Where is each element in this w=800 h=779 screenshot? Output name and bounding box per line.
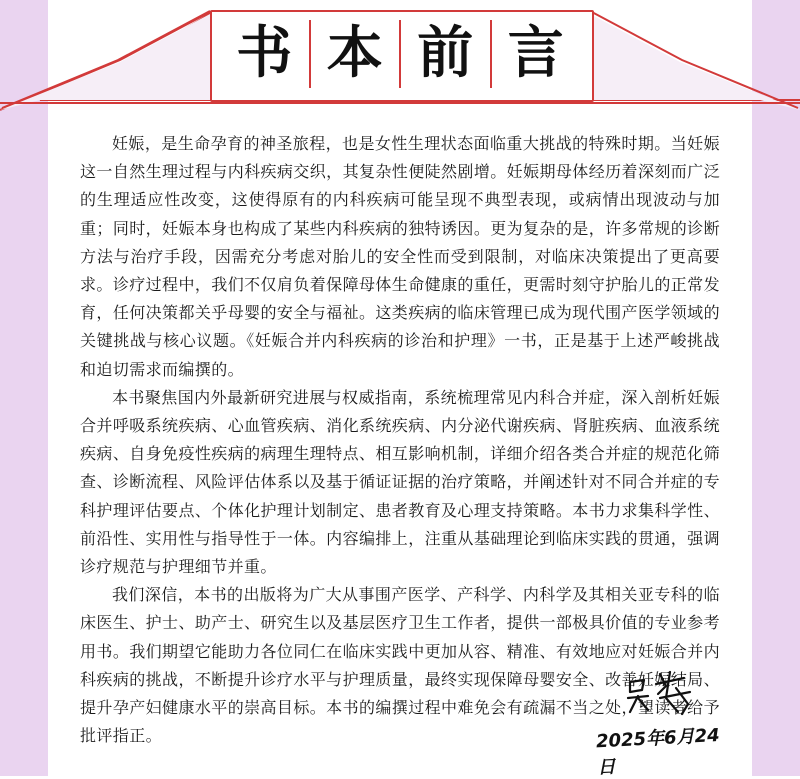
title-char: 本 bbox=[311, 20, 402, 88]
title-char: 书 bbox=[220, 20, 311, 88]
right-border-band bbox=[752, 0, 800, 776]
handwritten-signature bbox=[620, 668, 700, 718]
paragraph: 本书聚焦国内外最新研究进展与权威指南，系统梳理常见内科合并症，深入剖析妊娠合并呼吸系统疾病、心血管疾病、消化系统疾病、内分泌代谢疾病、肾脏疾病、血液系统疾病、自身免疫性疾病的病理生理特点、相互影响机制，详细介绍各类合并症的规范化筛查、诊断流程、风险评估体系以及基于循证证据的治疗策略，并阐述针对不同合并症的专科护理评估要点、个体化护理计划制定、患者教育及心理支持策略。本书力求集科学性、前沿性、实用性与指导性于一体。内容编排上，注重从基础理论到临床实践的贯通，强调诊疗规范与护理细节并重。 bbox=[80, 387, 720, 577]
preface-body bbox=[80, 130, 720, 750]
paragraph: 我们深信，本书的出版将为广大从事围产医学、产科学、内科学及其相关亚专科的临床医生、护士、助产士、研究生以及基层医疗卫生工作者，提供一部极具价值的专业参考用书。我们期望它能助力各位同仁在临床实践中更加从容、精准、有效地应对妊娠合并内科疾病的挑战，不断提升诊疗水平与护理质量，最终实现保障母婴安全、改善妊娠结局、提升孕产妇健康水平的崇高目标。本书的编撰过程中难免会有疏漏不当之处，望读者给予批评指正。 bbox=[80, 585, 720, 746]
signature-date: 2025年6月24日 bbox=[595, 724, 721, 779]
left-border-band bbox=[0, 0, 48, 776]
paragraph: 妊娠，是生命孕育的神圣旅程，也是女性生理状态面临重大挑战的特殊时期。当妊娠这一自然生理过程与内科疾病交织，其复杂性便陡然剧增。妊娠期母体经历着深刻而广泛的生理适应性改变，这使得原有的内科疾病可能呈现不典型表现，或病情出现波动与加重；同时，妊娠本身也构成了某些内科疾病的独特诱因。更为复杂的是，许多常规的诊断方法与治疗手段，因需充分考虑对胎儿的安全性而受到限制，对临床决策提出了更高要求。诊疗过程中，我们不仅肩负着保障母体生命健康的重任，更需时刻守护胎儿的正常发育，任何决策都关乎母婴的安全与福祉。这类疾病的临床管理已成为现代围产医学领域的关键挑战与核心议题。《妊娠合并内科疾病的诊治和护理》一书，正是基于上述严峻挑战和迫切需求而编撰的。 bbox=[80, 134, 720, 379]
title-char: 言 bbox=[507, 21, 564, 86]
title-char: 前 bbox=[401, 20, 492, 88]
page-title bbox=[220, 20, 580, 88]
